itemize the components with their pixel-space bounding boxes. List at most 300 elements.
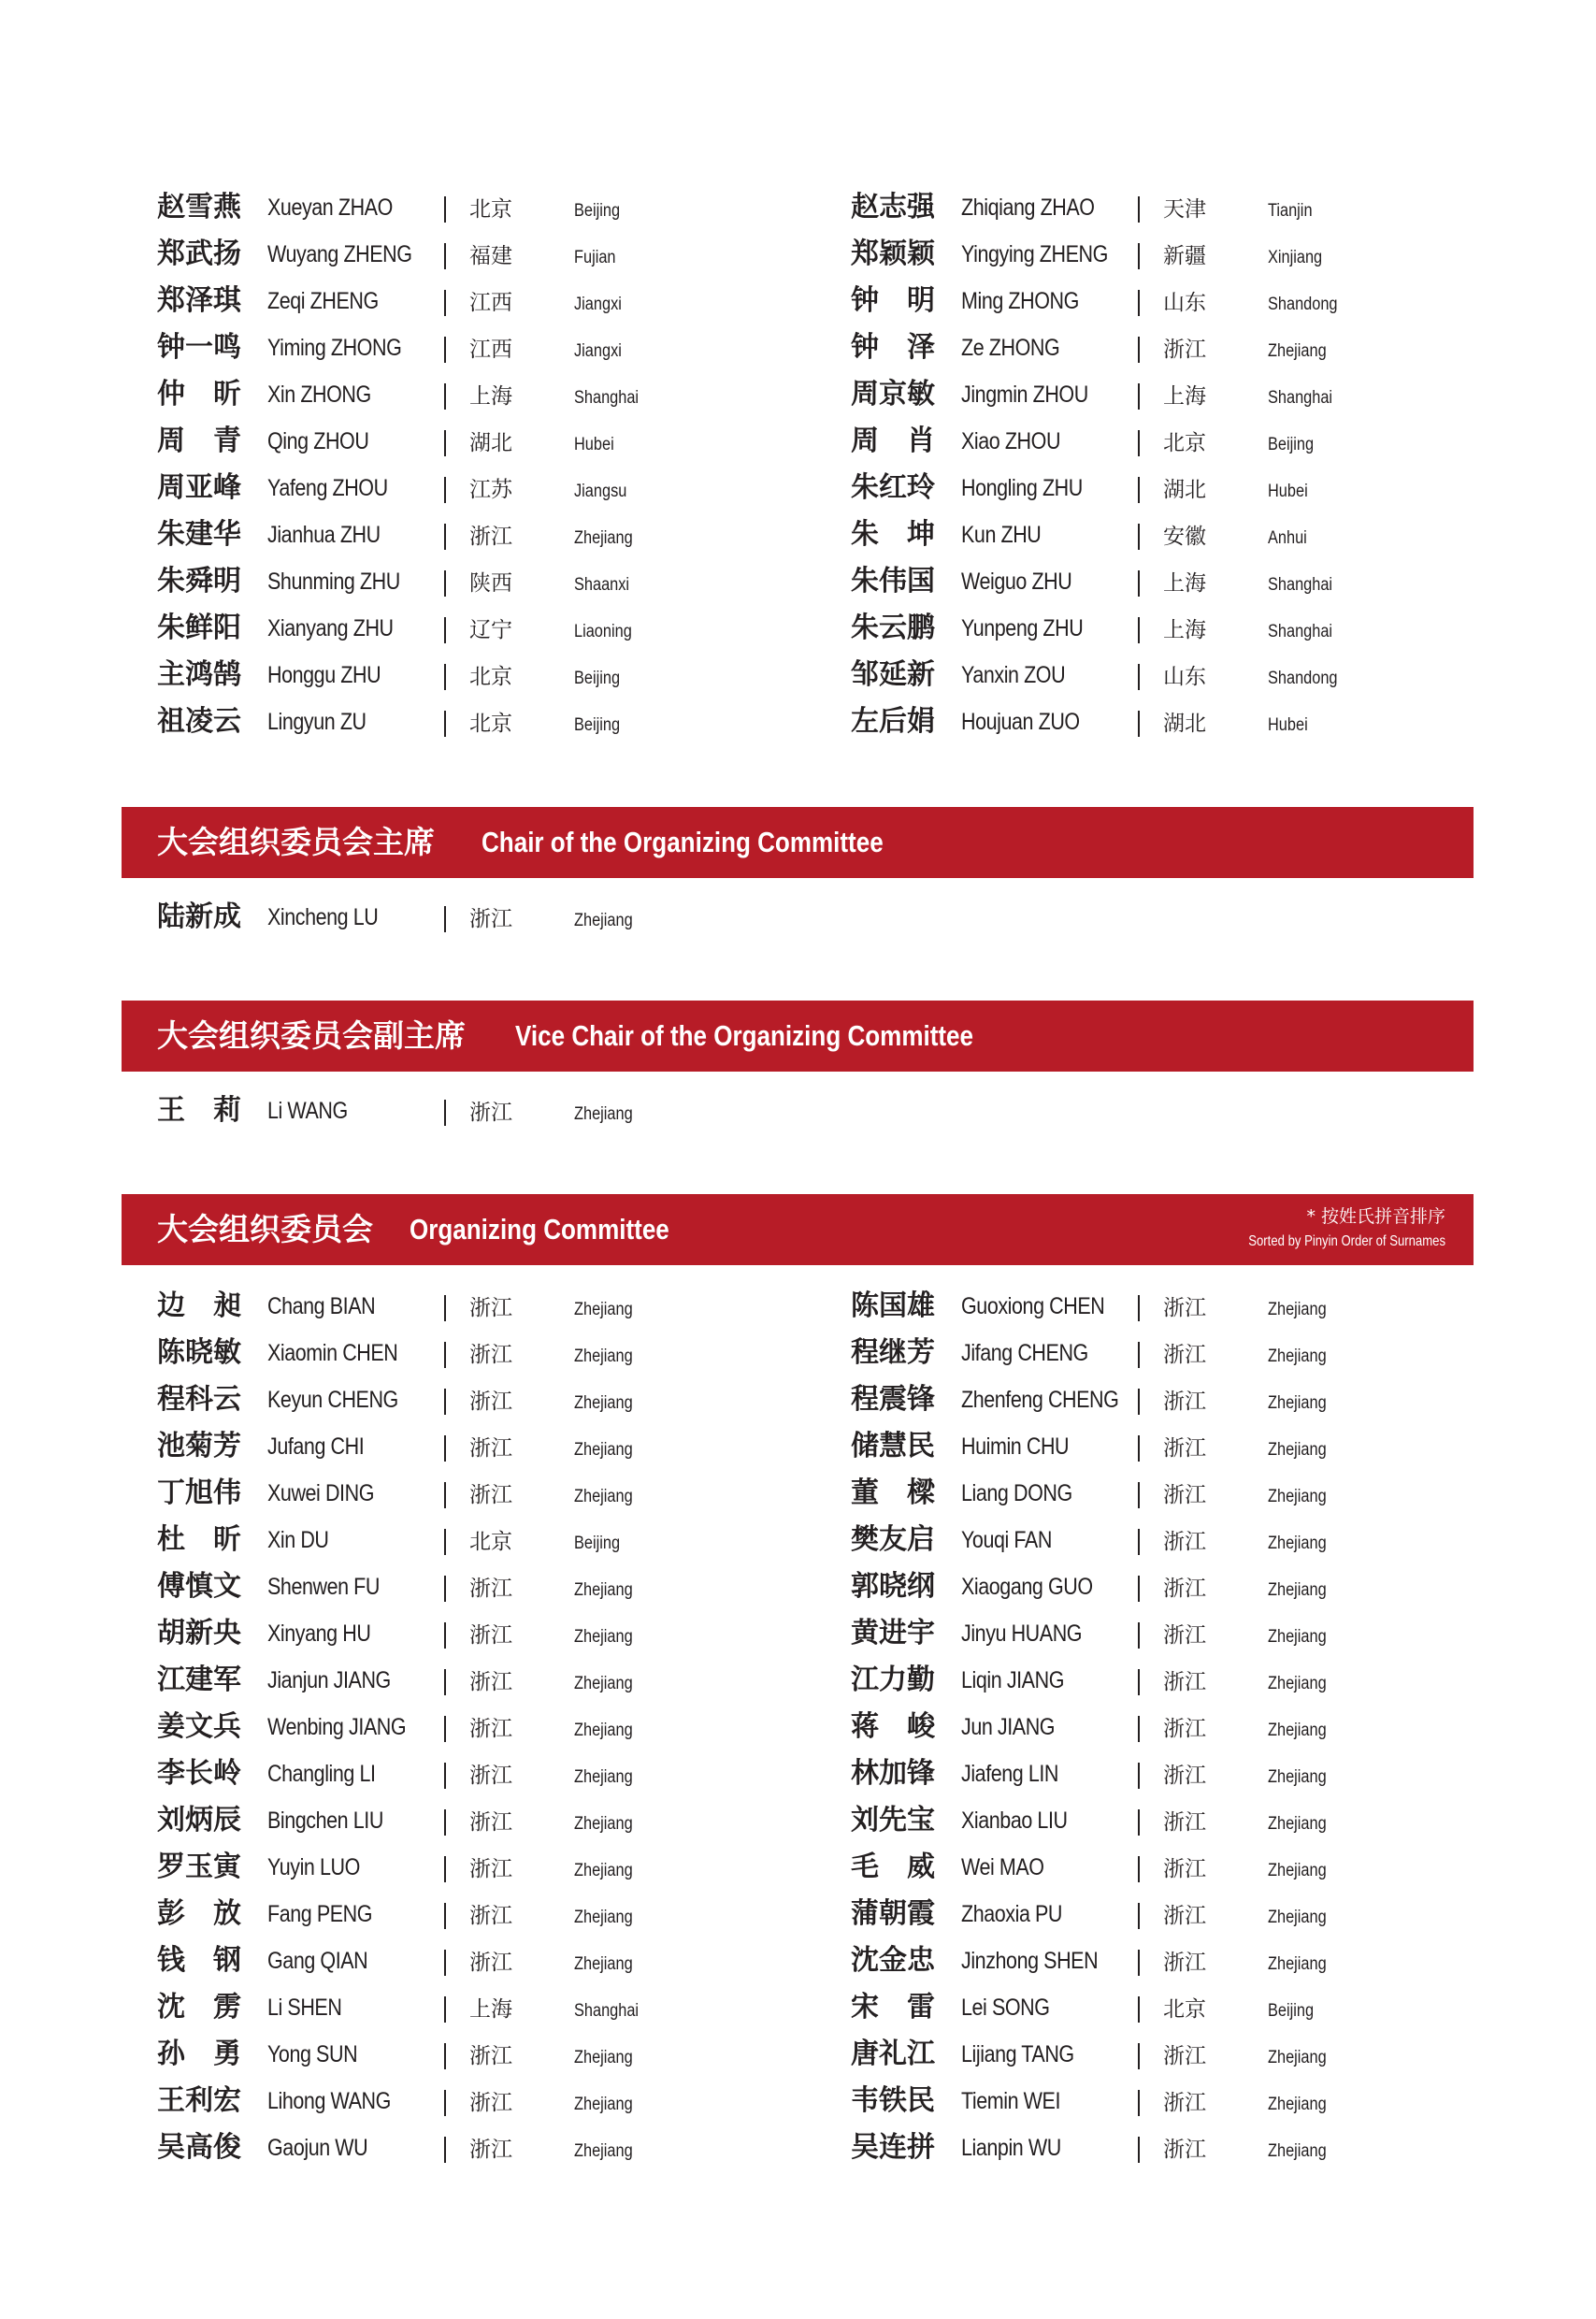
province-en: Zhejiang xyxy=(574,911,633,930)
separator xyxy=(444,1763,446,1789)
name-cn: 储慧民 xyxy=(851,1430,935,1462)
province-en: Zhejiang xyxy=(574,1908,633,1927)
province-cn: 浙江 xyxy=(1163,1530,1206,1554)
name-row xyxy=(851,1800,1524,1847)
name-en: Li WANG xyxy=(267,1098,348,1124)
province-cn: 浙江 xyxy=(1163,1810,1206,1835)
name-en: Gang QIAN xyxy=(267,1948,368,1974)
separator xyxy=(1138,570,1140,597)
province-cn: 浙江 xyxy=(469,907,512,931)
name-cn: 胡新央 xyxy=(157,1617,241,1649)
name-en: Xiao ZHOU xyxy=(961,428,1061,454)
name-row xyxy=(157,1520,830,1566)
name-en: Shenwen FU xyxy=(267,1574,380,1600)
name-cn: 董 樑 xyxy=(851,1476,935,1509)
separator xyxy=(444,1809,446,1836)
separator xyxy=(444,570,446,597)
name-row xyxy=(157,374,830,421)
name-en: Kun ZHU xyxy=(961,522,1042,548)
province-cn: 浙江 xyxy=(469,1296,512,1320)
province-en: Zhejiang xyxy=(574,2095,633,2114)
name-en: Jun JIANG xyxy=(961,1714,1056,1740)
province-cn: 浙江 xyxy=(469,525,512,549)
province-en: Zhejiang xyxy=(574,1300,633,1319)
name-cn: 仲 昕 xyxy=(157,378,241,411)
name-en: Bingchen LIU xyxy=(267,1808,383,1834)
name-cn: 丁旭伟 xyxy=(157,1476,241,1509)
separator xyxy=(444,1529,446,1555)
name-en: Xianyang ZHU xyxy=(267,615,394,641)
province-cn: 江西 xyxy=(469,291,512,315)
province-en: Zhejiang xyxy=(1268,1300,1327,1319)
province-cn: 湖北 xyxy=(469,431,512,455)
name-en: Li SHEN xyxy=(267,1995,342,2021)
province-en: Zhejiang xyxy=(574,2048,633,2067)
name-cn: 唐礼江 xyxy=(851,2038,935,2070)
separator xyxy=(444,1482,446,1508)
province-cn: 天津 xyxy=(1163,197,1206,222)
separator xyxy=(1138,711,1140,737)
province-cn: 浙江 xyxy=(469,2044,512,2068)
province-cn: 山东 xyxy=(1163,665,1206,689)
name-en: Jianhua ZHU xyxy=(267,522,381,548)
name-cn: 杜 昕 xyxy=(157,1523,241,1556)
name-cn: 主鸿鹄 xyxy=(157,658,241,691)
name-row xyxy=(851,1566,1524,1613)
province-en: Zhejiang xyxy=(574,1861,633,1880)
separator xyxy=(444,1669,446,1695)
province-en: Anhui xyxy=(1268,528,1307,548)
province-en: Zhejiang xyxy=(1268,1814,1327,1834)
name-en: Xin DU xyxy=(267,1527,329,1553)
province-cn: 浙江 xyxy=(469,1390,512,1414)
name-cn: 郑武扬 xyxy=(157,238,241,270)
name-cn: 周 青 xyxy=(157,425,241,457)
name-cn: 傅慎文 xyxy=(157,1570,241,1603)
province-en: Zhejiang xyxy=(1268,1861,1327,1880)
name-row xyxy=(157,561,830,608)
name-en: Zhaoxia PU xyxy=(961,1901,1063,1927)
name-en: Jufang CHI xyxy=(267,1433,365,1460)
name-en: Wenbing JIANG xyxy=(267,1714,407,1740)
name-cn: 程继芳 xyxy=(851,1336,935,1369)
province-en: Zhejiang xyxy=(1268,1487,1327,1506)
name-en: Jingmin ZHOU xyxy=(961,382,1088,408)
name-row xyxy=(851,1286,1524,1332)
separator xyxy=(444,243,446,269)
name-row xyxy=(851,561,1524,608)
name-cn: 钟 明 xyxy=(851,284,935,317)
committee-banner xyxy=(122,1194,1474,1265)
name-en: Chang BIAN xyxy=(267,1293,376,1319)
name-cn: 李长岭 xyxy=(157,1757,241,1790)
province-cn: 浙江 xyxy=(469,1101,512,1125)
name-en: Jianjun JIANG xyxy=(267,1667,391,1693)
province-cn: 浙江 xyxy=(469,2091,512,2115)
name-cn: 祖凌云 xyxy=(157,705,241,738)
name-en: Ze ZHONG xyxy=(961,335,1060,361)
separator xyxy=(444,290,446,316)
province-cn: 浙江 xyxy=(1163,1951,1206,1975)
name-row xyxy=(851,187,1524,234)
province-en: Zhejiang xyxy=(574,1347,633,1366)
province-en: Zhejiang xyxy=(1268,1347,1327,1366)
chair-banner xyxy=(122,807,1474,878)
name-row xyxy=(157,701,830,748)
name-cn: 池菊芳 xyxy=(157,1430,241,1462)
name-row xyxy=(851,1847,1524,1894)
name-en: Changling LI xyxy=(267,1761,376,1787)
name-cn: 钟一鸣 xyxy=(157,331,241,364)
separator xyxy=(444,430,446,456)
name-en: Keyun CHENG xyxy=(267,1387,398,1413)
name-en: Lianpin WU xyxy=(961,2135,1061,2161)
name-row xyxy=(157,608,830,655)
name-row xyxy=(851,655,1524,701)
name-row xyxy=(851,421,1524,468)
name-cn: 刘先宝 xyxy=(851,1804,935,1836)
name-row xyxy=(851,1332,1524,1379)
sort-note-en: Sorted by Pinyin Order of Surnames xyxy=(1248,1233,1445,1249)
province-en: Zhejiang xyxy=(574,1954,633,1974)
name-cn: 孙 勇 xyxy=(157,2038,241,2070)
name-en: Yuyin LUO xyxy=(267,1854,360,1880)
name-en: Zhiqiang ZHAO xyxy=(961,194,1095,221)
name-en: Yunpeng ZHU xyxy=(961,615,1084,641)
separator xyxy=(1138,1716,1140,1742)
separator xyxy=(444,1295,446,1321)
separator xyxy=(444,2137,446,2163)
name-en: Wei MAO xyxy=(961,1854,1044,1880)
province-en: Jiangsu xyxy=(574,482,627,501)
province-cn: 浙江 xyxy=(1163,1670,1206,1694)
name-row xyxy=(157,2127,830,2174)
name-cn: 钱 钢 xyxy=(157,1944,241,1977)
province-en: Zhejiang xyxy=(574,1104,633,1124)
committee-title-en: Organizing Committee xyxy=(410,1213,669,1246)
province-en: Hubei xyxy=(574,435,614,454)
sort-note-cn: * 按姓氏拼音排序 xyxy=(1306,1206,1445,1227)
name-cn: 左后娟 xyxy=(851,705,935,738)
name-cn: 陈国雄 xyxy=(851,1289,935,1322)
province-en: Zhejiang xyxy=(1268,1721,1327,1740)
name-en: Huimin CHU xyxy=(961,1433,1070,1460)
province-en: Zhejiang xyxy=(1268,2048,1327,2067)
name-row xyxy=(157,1566,830,1613)
separator xyxy=(1138,1669,1140,1695)
separator xyxy=(444,711,446,737)
separator xyxy=(444,617,446,643)
vice-chair-banner xyxy=(122,1001,1474,1072)
name-row xyxy=(851,1753,1524,1800)
name-cn: 樊友启 xyxy=(851,1523,935,1556)
name-cn: 郑泽琪 xyxy=(157,284,241,317)
province-en: Zhejiang xyxy=(574,1674,633,1693)
name-row xyxy=(157,1426,830,1473)
province-en: Beijing xyxy=(574,201,621,221)
province-cn: 浙江 xyxy=(1163,1764,1206,1788)
name-row xyxy=(157,1894,830,1940)
name-cn: 江建军 xyxy=(157,1664,241,1696)
separator xyxy=(444,1576,446,1602)
separator xyxy=(1138,337,1140,363)
province-cn: 浙江 xyxy=(469,1577,512,1601)
name-cn: 沈金忠 xyxy=(851,1944,935,1977)
name-en: Yingying ZHENG xyxy=(961,241,1108,267)
name-cn: 朱鲜阳 xyxy=(157,612,241,644)
province-cn: 浙江 xyxy=(469,1623,512,1648)
name-row xyxy=(851,1379,1524,1426)
province-en: Zhejiang xyxy=(574,1440,633,1460)
province-en: Zhejiang xyxy=(574,1814,633,1834)
separator xyxy=(444,1856,446,1882)
name-cn: 陆新成 xyxy=(157,900,241,933)
name-en: Xiaomin CHEN xyxy=(267,1340,398,1366)
name-row xyxy=(851,514,1524,561)
province-cn: 北京 xyxy=(469,1530,512,1554)
name-cn: 朱建华 xyxy=(157,518,241,551)
name-cn: 王利宏 xyxy=(157,2084,241,2117)
province-cn: 陕西 xyxy=(469,571,512,596)
separator xyxy=(1138,1435,1140,1462)
province-cn: 浙江 xyxy=(469,1904,512,1928)
province-en: Shanghai xyxy=(1268,622,1333,641)
province-cn: 浙江 xyxy=(1163,2091,1206,2115)
name-row xyxy=(157,1753,830,1800)
name-cn: 罗玉寅 xyxy=(157,1851,241,1883)
province-cn: 浙江 xyxy=(469,1670,512,1694)
province-en: Zhejiang xyxy=(1268,2141,1327,2161)
province-cn: 北京 xyxy=(469,665,512,689)
name-cn: 彭 放 xyxy=(157,1897,241,1930)
separator xyxy=(1138,430,1140,456)
province-en: Tianjin xyxy=(1268,201,1313,221)
province-cn: 山东 xyxy=(1163,291,1206,315)
province-en: Shandong xyxy=(1268,669,1338,688)
separator xyxy=(444,664,446,690)
separator xyxy=(1138,664,1140,690)
name-cn: 黄进宇 xyxy=(851,1617,935,1649)
province-en: Zhejiang xyxy=(1268,1908,1327,1927)
name-en: Lei SONG xyxy=(961,1995,1050,2021)
name-row xyxy=(851,1660,1524,1707)
name-en: Zeqi ZHENG xyxy=(267,288,379,314)
province-en: Shanghai xyxy=(574,2001,640,2021)
province-cn: 浙江 xyxy=(469,2138,512,2162)
name-row xyxy=(157,1707,830,1753)
separator xyxy=(1138,1342,1140,1368)
name-en: Xincheng LU xyxy=(267,904,379,930)
name-cn: 宋 雷 xyxy=(851,1991,935,2024)
separator xyxy=(444,383,446,410)
province-en: Liaoning xyxy=(574,622,632,641)
province-en: Zhejiang xyxy=(1268,1440,1327,1460)
name-en: Yiming ZHONG xyxy=(267,335,402,361)
separator xyxy=(444,524,446,550)
name-row xyxy=(851,1894,1524,1940)
province-cn: 浙江 xyxy=(1163,2138,1206,2162)
name-row xyxy=(157,1613,830,1660)
name-en: Youqi FAN xyxy=(961,1527,1052,1553)
name-row xyxy=(851,1426,1524,1473)
separator xyxy=(1138,1482,1140,1508)
name-row xyxy=(157,187,830,234)
province-cn: 浙江 xyxy=(1163,1857,1206,1881)
name-row xyxy=(157,2081,830,2127)
name-row xyxy=(851,1520,1524,1566)
name-en: Lihong WANG xyxy=(267,2088,391,2114)
separator xyxy=(1138,196,1140,223)
separator xyxy=(444,1716,446,1742)
province-en: Shanghai xyxy=(1268,388,1333,408)
name-en: Lingyun ZU xyxy=(267,709,367,735)
separator xyxy=(444,477,446,503)
name-row xyxy=(157,1847,830,1894)
province-en: Shandong xyxy=(1268,295,1338,314)
name-row xyxy=(157,1987,830,2034)
province-cn: 浙江 xyxy=(469,1436,512,1461)
separator xyxy=(1138,617,1140,643)
province-en: Zhejiang xyxy=(1268,2095,1327,2114)
name-row xyxy=(157,421,830,468)
province-cn: 福建 xyxy=(469,244,512,268)
province-en: Zhejiang xyxy=(1268,1627,1327,1647)
name-cn: 陈晓敏 xyxy=(157,1336,241,1369)
province-cn: 江西 xyxy=(469,338,512,362)
province-en: Beijing xyxy=(574,1534,621,1553)
province-cn: 北京 xyxy=(1163,1997,1206,2022)
name-cn: 朱伟国 xyxy=(851,565,935,598)
province-en: Shanghai xyxy=(1268,575,1333,595)
province-en: Jiangxi xyxy=(574,295,622,314)
name-row xyxy=(851,281,1524,327)
name-en: Yafeng ZHOU xyxy=(267,475,388,501)
name-en: Jifang CHENG xyxy=(961,1340,1088,1366)
name-row xyxy=(851,608,1524,655)
name-row xyxy=(157,2034,830,2081)
name-cn: 周亚峰 xyxy=(157,471,241,504)
province-cn: 北京 xyxy=(469,712,512,736)
province-en: Zhejiang xyxy=(1268,1767,1327,1787)
province-cn: 浙江 xyxy=(469,1717,512,1741)
name-row xyxy=(157,234,830,281)
province-en: Zhejiang xyxy=(1268,1534,1327,1553)
province-en: Hubei xyxy=(1268,715,1308,735)
name-row xyxy=(157,1332,830,1379)
name-cn: 赵雪燕 xyxy=(157,191,241,223)
province-cn: 浙江 xyxy=(1163,1623,1206,1648)
name-en: Liqin JIANG xyxy=(961,1667,1064,1693)
name-cn: 毛 威 xyxy=(851,1851,935,1883)
name-row xyxy=(851,1473,1524,1520)
name-en: Xiaogang GUO xyxy=(961,1574,1093,1600)
name-cn: 朱云鹏 xyxy=(851,612,935,644)
name-cn: 吴高俊 xyxy=(157,2131,241,2164)
separator xyxy=(444,1100,446,1126)
name-row xyxy=(851,1613,1524,1660)
province-cn: 上海 xyxy=(1163,384,1206,409)
province-cn: 上海 xyxy=(469,384,512,409)
separator xyxy=(1138,2043,1140,2069)
province-cn: 上海 xyxy=(469,1997,512,2022)
separator xyxy=(1138,1389,1140,1415)
name-cn: 韦铁民 xyxy=(851,2084,935,2117)
name-en: Weiguo ZHU xyxy=(961,569,1072,595)
name-row xyxy=(157,281,830,327)
separator xyxy=(1138,383,1140,410)
separator xyxy=(1138,290,1140,316)
name-cn: 刘炳辰 xyxy=(157,1804,241,1836)
name-cn: 朱 坤 xyxy=(851,518,935,551)
committee-title-cn: 大会组织委员会 xyxy=(157,1211,373,1247)
province-en: Beijing xyxy=(1268,2001,1315,2021)
province-cn: 辽宁 xyxy=(469,618,512,642)
name-cn: 吴连拼 xyxy=(851,2131,935,2164)
name-cn: 姜文兵 xyxy=(157,1710,241,1743)
province-cn: 浙江 xyxy=(1163,1483,1206,1507)
province-en: Fujian xyxy=(574,248,616,267)
separator xyxy=(444,1622,446,1649)
province-en: Zhejiang xyxy=(1268,1393,1327,1413)
name-cn: 边 昶 xyxy=(157,1289,241,1322)
province-cn: 浙江 xyxy=(1163,1390,1206,1414)
province-en: Zhejiang xyxy=(1268,341,1327,361)
name-row xyxy=(851,2034,1524,2081)
name-cn: 蒲朝霞 xyxy=(851,1897,935,1930)
name-row xyxy=(157,1379,830,1426)
province-en: Shaanxi xyxy=(574,575,630,595)
name-row xyxy=(851,1940,1524,1987)
province-cn: 浙江 xyxy=(469,1857,512,1881)
province-cn: 浙江 xyxy=(469,1764,512,1788)
name-en: Honggu ZHU xyxy=(267,662,381,688)
name-cn: 郑颖颖 xyxy=(851,238,935,270)
name-en: Tiemin WEI xyxy=(961,2088,1060,2114)
province-cn: 北京 xyxy=(469,197,512,222)
province-cn: 上海 xyxy=(1163,618,1206,642)
province-en: Zhejiang xyxy=(1268,1580,1327,1600)
separator xyxy=(444,196,446,223)
province-cn: 湖北 xyxy=(1163,478,1206,502)
province-en: Beijing xyxy=(574,715,621,735)
name-row xyxy=(157,468,830,514)
separator xyxy=(1138,477,1140,503)
separator xyxy=(1138,1809,1140,1836)
separator xyxy=(1138,1529,1140,1555)
province-en: Zhejiang xyxy=(1268,1954,1327,1974)
name-row xyxy=(157,897,830,943)
name-en: Shunming ZHU xyxy=(267,569,400,595)
province-en: Beijing xyxy=(1268,435,1315,454)
name-cn: 蒋 峻 xyxy=(851,1710,935,1743)
name-en: Jinyu HUANG xyxy=(961,1620,1083,1647)
name-en: Hongling ZHU xyxy=(961,475,1083,501)
province-en: Jiangxi xyxy=(574,341,622,361)
province-cn: 浙江 xyxy=(469,1483,512,1507)
separator xyxy=(1138,1903,1140,1929)
province-cn: 浙江 xyxy=(1163,1904,1206,1928)
province-en: Shanghai xyxy=(574,388,640,408)
name-row xyxy=(851,1987,1524,2034)
name-en: Zhenfeng CHENG xyxy=(961,1387,1119,1413)
province-cn: 浙江 xyxy=(1163,2044,1206,2068)
vice-chair-title-cn: 大会组织委员会副主席 xyxy=(157,1017,466,1054)
name-cn: 赵志强 xyxy=(851,191,935,223)
province-en: Xinjiang xyxy=(1268,248,1323,267)
name-row xyxy=(851,1707,1524,1753)
name-cn: 钟 泽 xyxy=(851,331,935,364)
province-en: Zhejiang xyxy=(574,1580,633,1600)
